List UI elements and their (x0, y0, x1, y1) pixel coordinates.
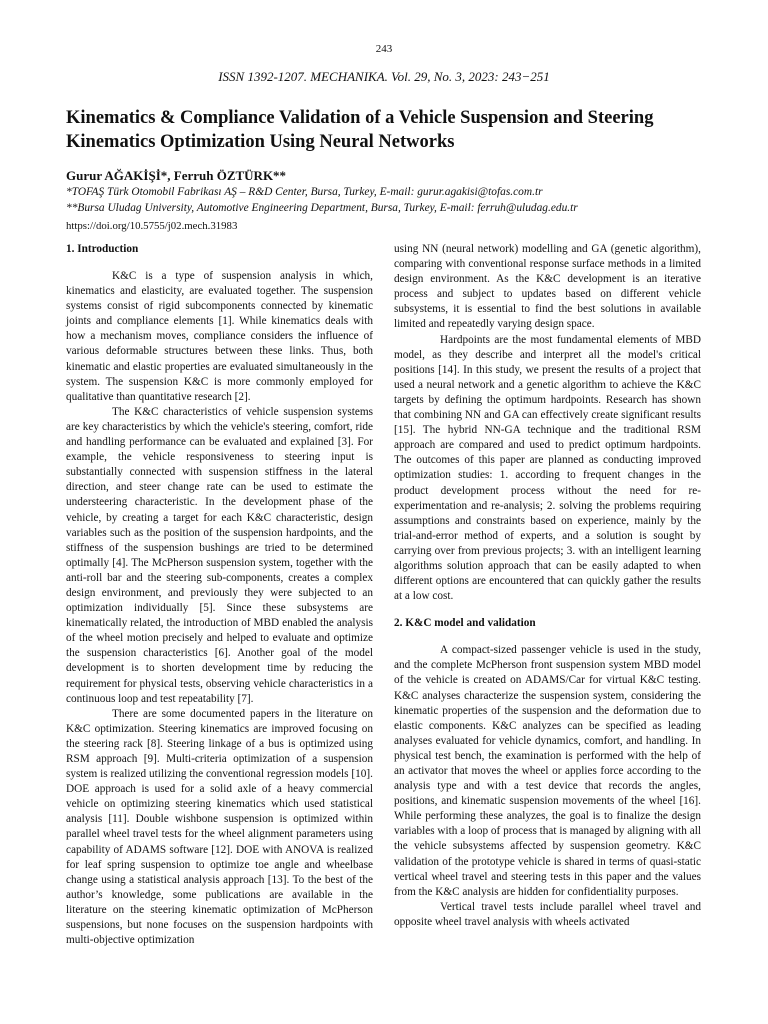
page-number: 243 (375, 43, 393, 55)
journal-header: ISSN 1392-1207. MECHANIKA. Vol. 29, No. 3, 2023: 243−251 (218, 69, 550, 84)
paragraph: K&C is a type of suspension analysis in which, kinematics and elasticity, are evaluated together. The suspension systems consist of rigid subcomponents connected by kinematic joints and compliance elements [1]. While kinematics deals with how a mechanism moves, compliance considers the influence of various deformable structures between these links. Thus, both kinematic and elastic properties are evaluated simultaneously in the system. The suspension K&C is more commonly employed for qualitative than quantitative research [2]. (66, 270, 373, 403)
author-list: Gurur AĞAKİŞİ*, Ferruh ÖZTÜRK** (66, 168, 287, 183)
paragraph: Hardpoints are the most fundamental elements of MBD model, as they describe and interpret all the model's critical positions [14]. In this study, we present the results of a project that used a neural network and a genetic algorithm to achieve the K&C targets by defining the optimum hardpoints. Research has shown that combining NN and GA can effectively create significant results [15]. The hybrid NN-GA technique and the traditional RSM approach are compared and used to predict optimum hardpoints. The outcomes of this paper are planned as conducting improved optimization studies: 1. according to frequent changes in the product development process without the need for re-experimentation and re-analysis; 2. solving the problems requiring assumptions and constraints based on experience, mainly by the trial-and-error method of experts, and a solution is sought by carrying over from previous projects; 3. with an intelligent learning algorithms solution approach that can be easily adapted to when different options are encountered that can quickly gather the results at a low cost. (394, 333, 701, 603)
right-column (394, 242, 701, 930)
affiliation-1: *TOFAŞ Türk Otomobil Fabrikası AŞ – R&D Center, Bursa, Turkey, E-mail: gurur.agakisi@tofas.com.tr (66, 186, 543, 198)
affiliation-2: **Bursa Uludag University, Automotive Engineering Department, Bursa, Turkey, E-mail: ferruh@uludag.edu.tr (66, 202, 578, 214)
paper-title: Kinematics & Compliance Validation of a Vehicle Suspension and Steering Kinematics Optimization Using Neural Networks (66, 108, 654, 152)
left-column (66, 242, 373, 948)
section-heading-kc-model: 2. K&C model and validation (394, 617, 536, 630)
paragraph: A compact-sized passenger vehicle is used in the study, and the complete McPherson front suspension system MBD model of the vehicle is created on ADAMS/Car for virtual K&C testing. K&C analyses characterize the suspension system, considering the kinematic properties of the suspension and the deformation due to elastic components. K&C analyzes can be specified as leading analyses evaluated for vehicle dynamics, comfort, and handling. In physical test bench, the examination is performed with the help of an activator that moves the wheel or applies force according to the analysis type and with a test device that records the angles, positions, and kinematic suspension movements of the wheel [16]. While performing these analyzes, the goal is to finalize the design variables with a loop of process that is managed by aligning with all the vehicle subsystems affected by suspension geometry. K&C validation of the prototype vehicle is shared in terms of quasi-static vertical wheel travel and steering tests in this paper and the values from the K&C analysis are hidden for confidentiality purposes. (394, 644, 701, 898)
paragraph: The K&C characteristics of vehicle suspension systems are key characteristics by which the vehicle's steering, comfort, ride and handling performance can be evaluated and explained [3]. For example, the vehicle responsiveness to steering input is substantially connected with suspension stiffness in the lateral direction, and steer change rate can be used to estimate the understeering characteristic. In the development phase of the vehicle, by creating a target for each K&C characteristic, design variables such as the position of the suspension hardpoints, and the stiffness of the suspension bushings are tried to be determined optimally [4]. The McPherson suspension system, together with the anti-roll bar and the steering sub-components, creates a complex design environment, and previously they were subjected to an optimization individually [5]. Since these subsystems are kinematically related, the introduction of MBD enabled the analysis of the wheel motion precisely and helped to evaluate and optimize the suspension characteristics [6]. Another goal of the model development is to shorten development time by reducing the requirement for physical tests, observing vehicle characteristics in a continuous loop and test repeatability [7]. (66, 405, 373, 705)
paragraph: using NN (neural network) modelling and GA (genetic algorithm), comparing with conventional response surface methods in a limited design environment. As the K&C development is an iterative process and subject to updates based on different vehicle subsystems, it is essential to find the best solutions in available limited and repeatedly varying design space. (394, 243, 701, 331)
doi-link[interactable]: https://doi.org/10.5755/j02.mech.31983 (66, 220, 238, 232)
section-heading-introduction: 1. Introduction (66, 243, 139, 255)
paragraph: Vertical travel tests include parallel wheel travel and opposite wheel travel analysis with wheels activated (394, 900, 701, 928)
paragraph: There are some documented papers in the literature on K&C optimization. Steering kinematics are improved focusing on the steering rack [8]. Steering linkage of a bus is optimized using RSM approach [9]. Multi-criteria optimization of a suspension system is realized utilizing the conventional regression models [10]. DOE approach is used for a solid axle of a heavy commercial vehicle on optimizing steering kinematics which used statistical analysis [11]. Double wishbone suspension is optimized within parallel wheel travel tests for the wheel alignment parameters using capability of ADAMS software [12]. DOE with ANOVA is realized for leaf spring suspension to optimize toe angle and wheelbase change using a statistical analysis approach [13]. To the best of the author’s knowledge, some publications are available in the literature on the steering kinematic optimization of McPherson suspensions, but none focuses on the suspension hardpoints with multi-objective optimization (66, 707, 373, 947)
